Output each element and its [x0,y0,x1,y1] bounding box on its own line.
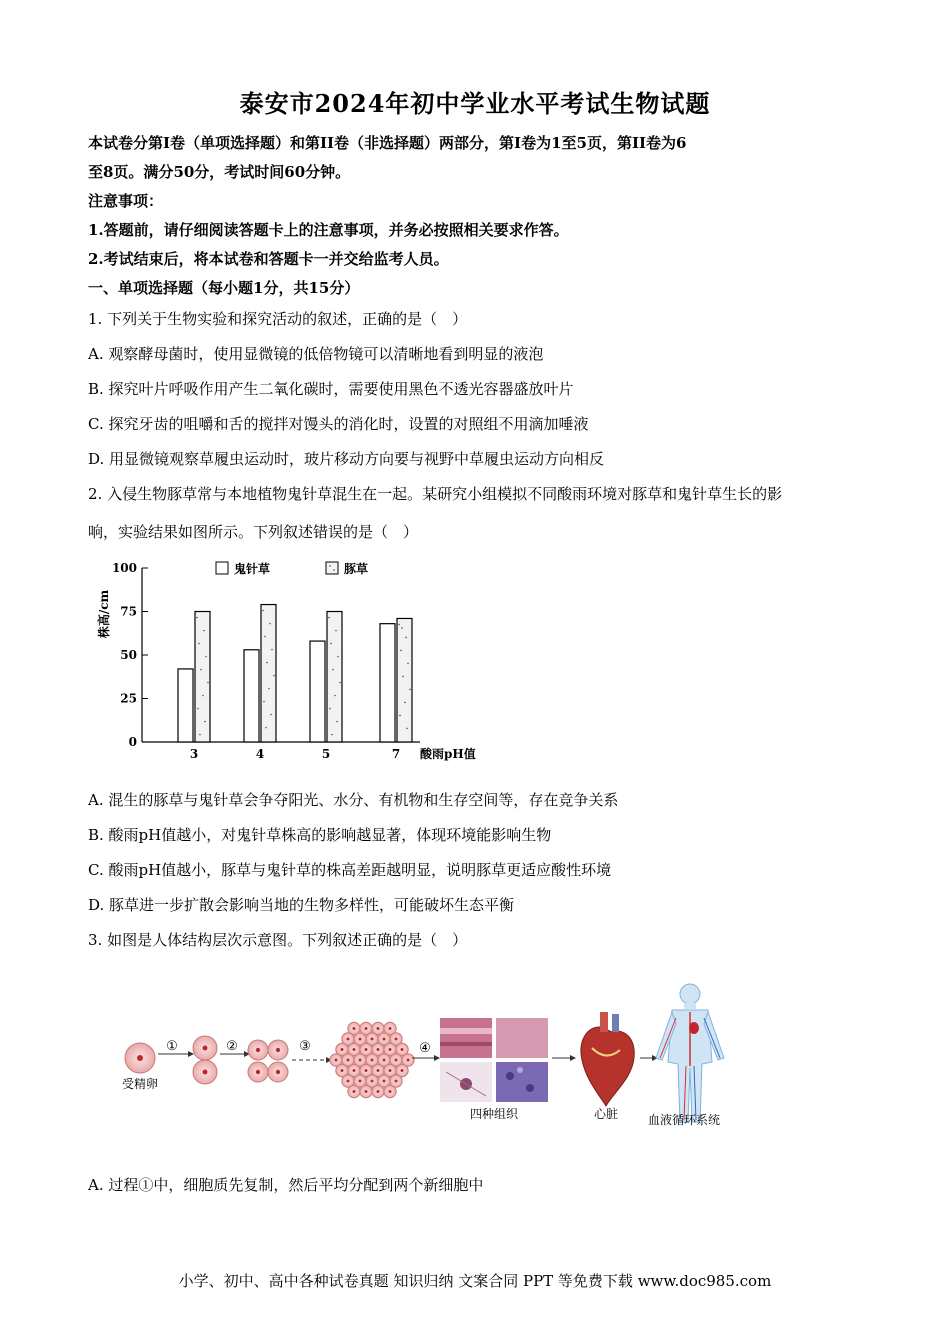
bar-stipple [207,682,209,684]
y-tick-label: 75 [120,604,137,619]
q2-stem-line-2: 响，实验结果如图所示。下列叙述错误的是（ ） [88,523,419,541]
morula-nucleus [359,1038,362,1041]
morula-nucleus [341,1048,344,1051]
morula-nucleus [341,1069,344,1072]
cell-mass [330,1022,414,1097]
heart-label: 心脏 [593,1107,619,1121]
bar-stipple [331,734,333,736]
x-tick-label: 5 [321,747,331,761]
circulatory-system-figure [656,984,724,1122]
morula-nucleus [353,1048,356,1051]
legend-stipple [333,569,335,571]
morula-nucleus [395,1080,398,1083]
organ-to-system-arrow [640,1055,658,1061]
legend-label-guizhencao: 鬼针草 [234,562,271,576]
morula-nucleus [407,1059,410,1062]
bar-stipple [332,669,334,671]
zygote-label: 受精卵 [121,1077,159,1091]
bar-stipple [264,636,266,638]
bar-stipple [196,617,198,619]
bar-stipple [197,708,199,710]
bar-stipple [205,656,207,658]
step-2-label: ② [226,1039,238,1054]
q1-option-b: B. 探究叶片呼吸作用产生二氧化碳时，需要使用黑色不透光容器盛放叶片 [88,380,574,398]
bar-guizhencao [178,669,193,742]
x-tick-label: 4 [255,747,265,761]
morula-nucleus [365,1048,368,1051]
bar-guizhencao [310,641,325,742]
note-1: 1.答题前，请仔细阅读答题卡上的注意事项，并务必按照相关要求作答。 [88,221,569,239]
legend-swatch-guizhencao [216,562,228,574]
q1-option-d: D. 用显微镜观察草履虫运动时，玻片移动方向要与视野中草履虫运动方向相反 [88,450,605,468]
bar-stipple [339,682,341,684]
step-2-arrow [220,1039,250,1057]
bar-stipple [329,708,331,710]
tissue-to-organ-arrow [552,1055,576,1061]
morula-nucleus [377,1027,380,1030]
morula-nucleus [377,1090,380,1093]
q2-option-d: D. 豚草进一步扩散会影响当地的生物多样性，可能破坏生态平衡 [88,896,515,914]
q2-option-b: B. 酸雨pH值越小，对鬼针草株高的影响越显著，体现环境能影响生物 [88,826,552,844]
bar-stipple [273,675,275,677]
step-4-arrow [412,1041,440,1061]
bar-stipple [200,669,202,671]
bar-stipple [337,656,339,658]
page-footer: 小学、初中、高中各种试卷真题 知识归纳 文案合同 PPT 等免费下载 www.doc985.com [178,1272,772,1290]
bar-stipple [270,714,272,716]
body-structure-figure [100,972,740,1142]
bar-stipple [202,695,204,697]
bar-tuncao [327,612,342,743]
two-cell-stage [193,1036,217,1084]
intro-line-1: 本试卷分第I卷（单项选择题）和第II卷（非选择题）两部分，第I卷为1至5页，第II卷为6 [88,134,687,152]
y-tick-label: 50 [120,648,137,662]
zygote-cell [125,1043,155,1073]
bar-stipple [405,637,407,639]
morula-nucleus [377,1048,380,1051]
bar-stipple [336,721,338,723]
bar-stipple [399,715,401,717]
morula-nucleus [377,1069,380,1072]
y-axis-label: 株高/cm [97,589,111,639]
page-title: 泰安市2024年初中学业水平考试生物试题 [239,89,711,118]
bar-stipple [271,649,273,651]
step-4-label: ④ [419,1041,431,1056]
q3-stem: 3. 如图是人体结构层次示意图。下列叙述正确的是（ ） [88,931,468,949]
bar-stipple [335,630,337,632]
bar-stipple [404,702,406,704]
bar-stipple [263,701,265,703]
bar-stipple [407,663,409,665]
x-axis-label: 酸雨pH值 [420,747,476,761]
morula-nucleus [389,1090,392,1093]
morula-nucleus [371,1080,374,1083]
morula-nucleus [371,1059,374,1062]
bar-stipple [204,721,206,723]
q1-option-c: C. 探究牙齿的咀嚼和舌的搅拌对馒头的消化时，设置的对照组不用滴加唾液 [88,415,589,433]
morula-nucleus [365,1069,368,1072]
morula-nucleus [389,1048,392,1051]
morula-nucleus [365,1090,368,1093]
bar-stipple [328,617,330,619]
section-heading: 一、单项选择题（每小题1分，共15分） [88,279,360,297]
morula-nucleus [353,1027,356,1030]
y-tick-label: 25 [120,691,137,706]
morula-nucleus [353,1090,356,1093]
bar-tuncao [397,618,412,742]
heart-organ [581,1012,634,1106]
bar-stipple [266,662,268,664]
step-1-label: ① [166,1039,178,1054]
bar-stipple [203,630,205,632]
bar-stipple [268,688,270,690]
morula-nucleus [401,1069,404,1072]
morula-nucleus [371,1038,374,1041]
ph-bar-chart [90,552,490,762]
system-label: 血液循环系统 [647,1113,721,1127]
four-cell-stage [248,1040,288,1082]
legend-swatch-tuncao [326,562,338,574]
morula-nucleus [389,1027,392,1030]
bar-tuncao [195,612,210,743]
q1-option-a: A. 观察酵母菌时，使用显微镜的低倍物镜可以清晰地看到明显的液泡 [88,345,544,363]
legend-stipple [329,565,331,567]
bar-stipple [198,643,200,645]
q2-stem-line-1: 2. 入侵生物豚草常与本地植物鬼针草混生在一起。某研究小组模拟不同酸雨环境对豚草和鬼针草生长的影 [88,485,783,503]
bar-stipple [265,727,267,729]
bar-stipple [269,623,271,625]
bar-stipple [401,627,403,629]
q2-option-a: A. 混生的豚草与鬼针草会争夺阳光、水分、有机物和生存空间等，存在竞争关系 [88,791,619,809]
morula-nucleus [395,1038,398,1041]
step-1-arrow [158,1039,194,1057]
y-tick-label: 100 [111,561,137,575]
bar-stipple [402,676,404,678]
morula-nucleus [389,1069,392,1072]
morula-nucleus [359,1080,362,1083]
x-tick-label: 3 [189,747,199,761]
x-tick-label: 7 [391,747,401,761]
morula-nucleus [383,1080,386,1083]
morula-nucleus [359,1059,362,1062]
step-3-arrow [292,1039,332,1063]
bar-stipple [330,643,332,645]
morula-nucleus [395,1059,398,1062]
morula-nucleus [401,1048,404,1051]
tissue-images [440,1018,548,1102]
q3-option-a: A. 过程①中，细胞质先复制，然后平均分配到两个新细胞中 [88,1176,484,1194]
morula-nucleus [335,1059,338,1062]
morula-nucleus [365,1027,368,1030]
notes-heading: 注意事项： [88,192,164,210]
morula-nucleus [347,1059,350,1062]
bar-stipple [409,689,411,691]
morula-nucleus [353,1069,356,1072]
intro-line-2: 至8页。满分50分，考试时间60分钟。 [88,163,351,181]
bar-guizhencao [380,624,395,742]
note-2: 2.考试结束后，将本试卷和答题卡一并交给监考人员。 [88,250,449,268]
legend-label-tuncao: 豚草 [344,562,369,576]
bar-stipple [406,728,408,730]
step-3-label: ③ [299,1039,311,1054]
bar-stipple [199,734,201,736]
bar-stipple [398,624,400,626]
morula-nucleus [383,1038,386,1041]
bar-tuncao [261,605,276,742]
morula-nucleus [347,1080,350,1083]
morula-nucleus [347,1038,350,1041]
q1-stem: 1. 下列关于生物实验和探究活动的叙述，正确的是（ ） [88,310,468,328]
bar-stipple [262,610,264,612]
bar-guizhencao [244,650,259,742]
bar-stipple [334,695,336,697]
q2-option-c: C. 酸雨pH值越小，豚草与鬼针草的株高差距越明显，说明豚草更适应酸性环境 [88,861,612,879]
y-tick-label: 0 [128,735,137,749]
bar-stipple [400,650,402,652]
morula-nucleus [383,1059,386,1062]
tissues-label: 四种组织 [469,1107,519,1121]
